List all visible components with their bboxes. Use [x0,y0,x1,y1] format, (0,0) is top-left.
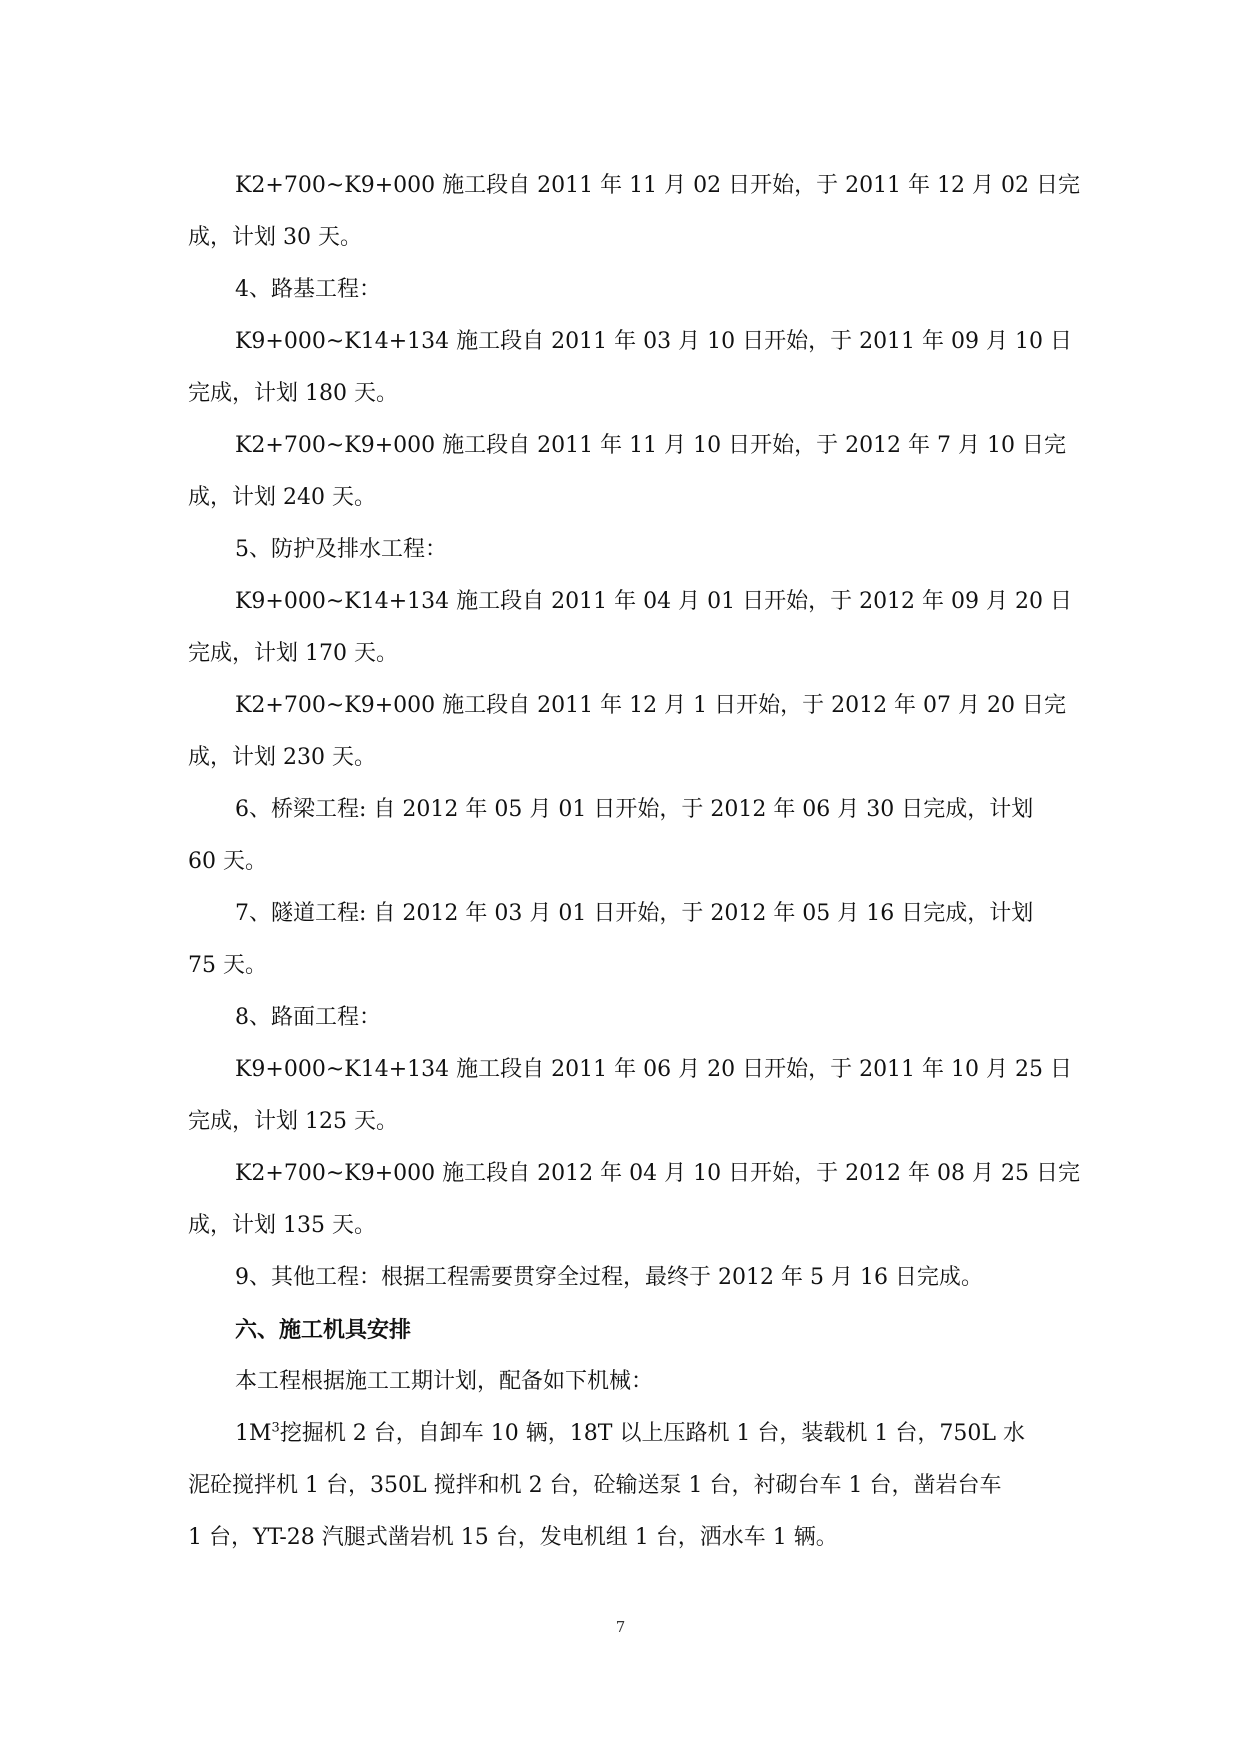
machinery-line [188,1408,1058,1460]
paragraph-line: 成，计划 230 天。 [188,745,376,770]
section-title: 4、路基工程： [235,277,381,302]
chapter-heading: 六、施工机具安排 [235,1317,412,1343]
paragraph-line: K9+000~K14+134 施工段自 2011 年 03 月 10 日开始，于 2011 年 09 月 10 日 [235,329,1073,354]
superscript-exponent: 3 [271,1420,280,1436]
paragraph-line: 7、隧道工程: 自 2012 年 03 月 01 日开始，于 2012 年 05 月 16 日完成，计划 [235,901,1034,926]
paragraph-line: K2+700~K9+000 施工段自 2012 年 04 月 10 日开始，于 2012 年 08 月 25 日完 [235,1161,1081,1186]
paragraph-line: 75 天。 [188,953,267,978]
machinery-line: 泥砼搅拌机 1 台，350L 搅拌和机 2 台，砼输送泵 1 台，衬砌台车 1 台，凿岩台车 [188,1473,1002,1498]
machinery-unit: 1M [235,1421,272,1446]
paragraph-line: K9+000~K14+134 施工段自 2011 年 04 月 01 日开始，于 2012 年 09 月 20 日 [235,589,1073,614]
paragraph-line: 本工程根据施工工期计划，配备如下机械： [235,1369,654,1394]
paragraph-line: 完成，计划 180 天。 [188,381,398,406]
paragraph-line: 60 天。 [188,849,267,874]
section-title: 5、防护及排水工程： [235,537,447,562]
paragraph-line: K2+700~K9+000 施工段自 2011 年 11 月 02 日开始，于 2011 年 12 月 02 日完 [235,173,1081,198]
machinery-line: 1 台，YT-28 汽腿式凿岩机 15 台，发电机组 1 台，洒水车 1 辆。 [188,1525,838,1550]
paragraph-line: K9+000~K14+134 施工段自 2011 年 06 月 20 日开始，于 2011 年 10 月 25 日 [235,1057,1073,1082]
paragraph-line: 完成，计划 170 天。 [188,641,398,666]
paragraph-line: 完成，计划 125 天。 [188,1109,398,1134]
paragraph-line: 6、桥梁工程: 自 2012 年 05 月 01 日开始，于 2012 年 06 月 30 日完成，计划 [235,797,1034,822]
paragraph-line: 9、其他工程：根据工程需要贯穿全过程，最终于 2012 年 5 月 16 日完成。 [235,1265,983,1290]
page-number: 7 [615,1618,626,1636]
paragraph-line: 成，计划 240 天。 [188,485,376,510]
paragraph-line: 成，计划 135 天。 [188,1213,376,1238]
document-body [188,160,1081,1564]
paragraph-line: K2+700~K9+000 施工段自 2011 年 12 月 1 日开始，于 2012 年 07 月 20 日完 [235,693,1067,718]
paragraph-line: 成，计划 30 天。 [188,225,362,250]
machinery-text: 挖掘机 2 台，自卸车 10 辆，18T 以上压路机 1 台，装载机 1 台，750L 水 [279,1421,1025,1446]
paragraph-line: K2+700~K9+000 施工段自 2011 年 11 月 10 日开始，于 2012 年 7 月 10 日完 [235,433,1067,458]
section-title: 8、路面工程： [235,1005,381,1030]
